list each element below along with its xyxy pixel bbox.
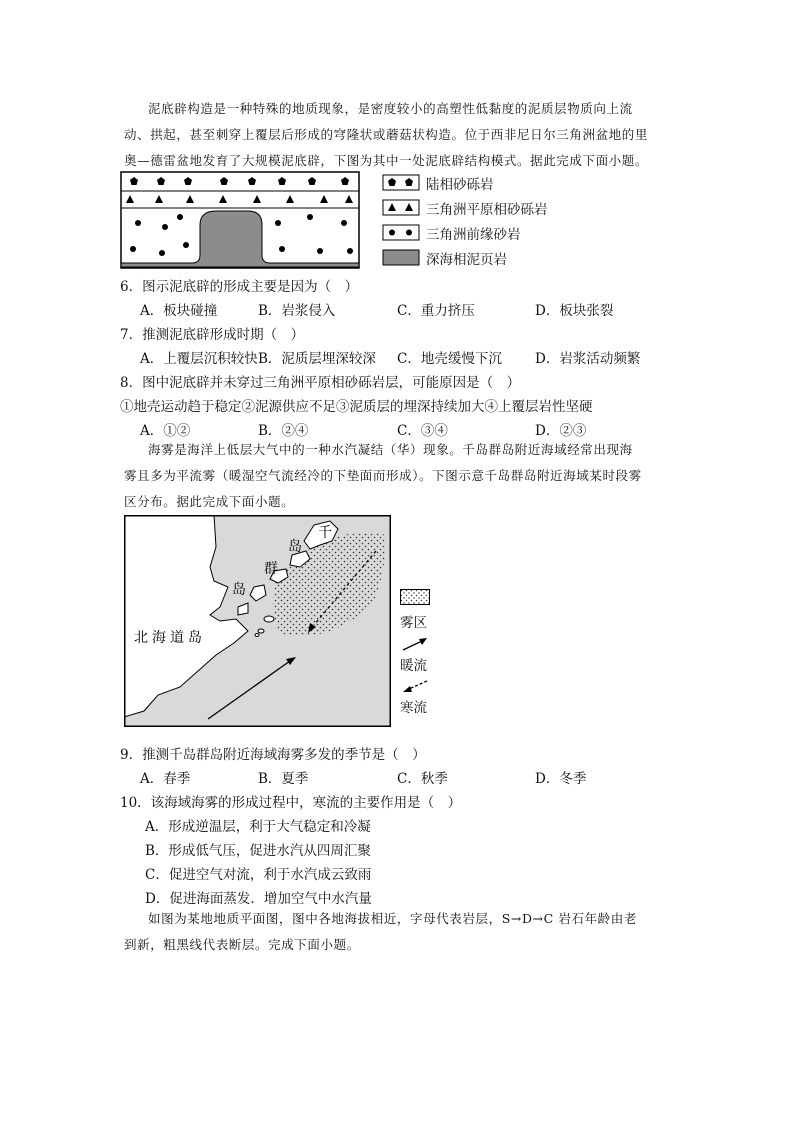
label-dao: 岛: [288, 539, 302, 555]
q9-option-d[interactable]: D．冬季: [535, 771, 587, 787]
kuril-islet-3: [255, 634, 259, 637]
q6-option-c[interactable]: C．重力挤压: [397, 303, 475, 319]
question-6-stem: 6．图示泥底辟的形成主要是因为（ ）: [120, 279, 359, 295]
q8-option-a[interactable]: A．①②: [140, 423, 191, 439]
q7-option-c[interactable]: C．地壳缓慢下沉: [397, 351, 502, 367]
q10-option-b[interactable]: B．形成低气压，促进水汽从四周汇聚: [145, 843, 371, 859]
q7-option-d[interactable]: D．岩浆活动频繁: [535, 351, 641, 367]
q8-option-d[interactable]: D．②③: [535, 423, 587, 439]
kuril-islet-1: [264, 616, 274, 622]
q10-option-c[interactable]: C．促进空气对流，利于水汽成云致雨: [145, 867, 372, 883]
q7-option-b[interactable]: B．泥质层埋深较深: [258, 351, 376, 367]
q8-option-c[interactable]: C．③④: [397, 423, 448, 439]
label-hokkaido: 北海道岛: [134, 630, 206, 646]
figure1-legend-swatches: [382, 174, 420, 266]
legend-delta-plain-conglomerate: 三角洲平原相砂砾岩: [426, 202, 548, 218]
mud-diapir-cross-section: [120, 171, 360, 269]
q6-option-a[interactable]: A．板块碰撞: [140, 303, 218, 319]
question-8-stem: 8．图中泥底辟并未穿过三角洲平原相砂砾岩层，可能原因是（ ）: [120, 375, 521, 391]
passage3-line1: 如图为某地地质平面图，图中各地海拔相近，字母代表岩层，S→D→C 岩石年龄由老: [148, 911, 637, 926]
label-qian: 千: [318, 525, 332, 541]
question-10-stem: 10．该海域海雾的形成过程中，寒流的主要作用是（ ）: [120, 795, 462, 811]
question-8-statements: ①地壳运动趋于稳定②泥源供应不足③泥质层的埋深持续加大④上覆层岩性坚硬: [120, 399, 593, 415]
passage2-line1: 海雾是海洋上低层大气中的一种水汽凝结（华）现象。千岛群岛附近海域经常出现海: [148, 442, 633, 457]
kuril-sea-fog-map: [124, 515, 391, 727]
q10-option-d[interactable]: D．促进海面蒸发．增加空气中水汽量: [145, 891, 372, 907]
q9-option-b[interactable]: B．夏季: [258, 771, 309, 787]
cold-current-legend-icon: [400, 678, 430, 694]
q9-option-a[interactable]: A．春季: [140, 771, 191, 787]
legend-cold-current: 寒流: [400, 700, 427, 716]
passage3-line2: 到新，粗黑线代表断层。完成下面小题。: [124, 937, 360, 952]
passage1-line2: 动、拱起，甚至刺穿上覆层后形成的穹隆状或蘑菇状构造。位于西非尼日尔三角洲盆地的里: [124, 127, 649, 142]
legend-continental-conglomerate: 陆相砂砾岩: [426, 177, 494, 193]
q9-option-c[interactable]: C．秋季: [397, 771, 448, 787]
legend-fog: 雾区: [400, 615, 427, 631]
q7-option-a[interactable]: A．上覆层沉积较快: [140, 351, 258, 367]
question-7-stem: 7．推测泥底辟形成时期（ ）: [120, 327, 305, 343]
kuril-islet-2: [258, 629, 264, 633]
legend-deep-sea-shale: 深海相泥页岩: [426, 252, 507, 268]
q6-option-d[interactable]: D．板块张裂: [535, 303, 614, 319]
label-qun: 群: [264, 561, 278, 577]
passage1-line1: 泥底辟构造是一种特殊的地质现象，是密度较小的高塑性低黏度的泥质层物质向上流: [148, 101, 633, 116]
passage2-line3: 区分布。据此完成下面小题。: [124, 494, 295, 509]
warm-current-legend-icon: [400, 636, 430, 652]
passage1-line3: 奥—德雷盆地发育了大规模泥底辟，下图为其中一处泥底辟结构模式。据此完成下面小题。: [124, 153, 649, 168]
q6-option-b[interactable]: B．岩浆侵入: [258, 303, 336, 319]
passage2-line2: 雾且多为平流雾（暖湿空气流经冷的下垫面而形成）。下图示意千岛群岛附近海域某时段雾: [124, 468, 642, 483]
q8-option-b[interactable]: B．②④: [258, 423, 309, 439]
legend-delta-front-sandstone: 三角洲前缘砂岩: [426, 227, 521, 243]
legend-warm-current: 暖流: [400, 658, 427, 674]
label-dao2: 岛: [232, 582, 246, 598]
fog-legend-box: [400, 589, 430, 605]
q10-option-a[interactable]: A．形成逆温层，利于大气稳定和冷凝: [145, 819, 371, 835]
question-9-stem: 9．推测千岛群岛附近海域海雾多发的季节是（ ）: [120, 747, 426, 763]
